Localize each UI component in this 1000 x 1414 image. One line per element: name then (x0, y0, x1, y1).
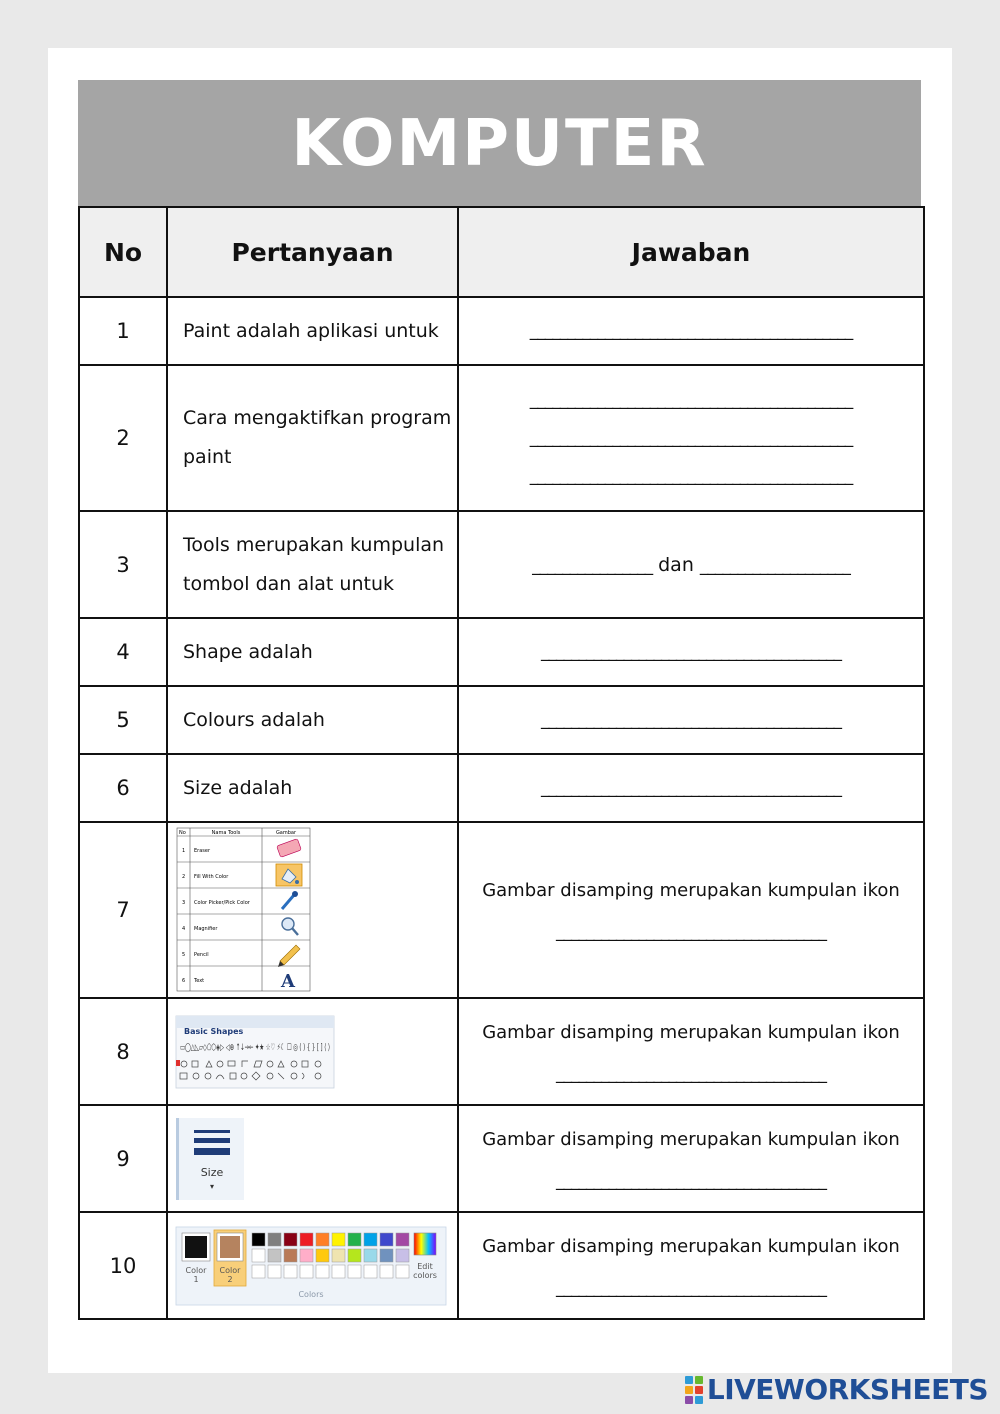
shapes-glyphs: ▭◯△◺▱◇⬠⬡◈▷ ◁⊕ ↑↓→← ✦★ ☆♡ ⚡☾ ☐ ◎ ( ) { } [ ] ⟨ ⟩ (180, 1042, 438, 1053)
question-text: Shape adalah (167, 618, 458, 686)
title-banner (78, 80, 921, 207)
color1-swatch (185, 1236, 207, 1258)
answer-blank[interactable]: ____________________________________ (556, 922, 826, 942)
answer-cell (458, 297, 924, 365)
color2-label: Color 2 (219, 1265, 241, 1284)
palette-swatch (284, 1265, 297, 1278)
question-image-cell (167, 822, 458, 998)
palette-swatch (252, 1265, 265, 1278)
answer-blank[interactable]: ___________________________________________ (529, 321, 853, 341)
row-number: 4 (79, 618, 167, 686)
logo-text: LIVEWORKSHEETS (706, 1373, 988, 1406)
answer-blank[interactable]: ________________________________________ (541, 778, 841, 798)
answer-cell (458, 365, 924, 511)
row-number: 9 (79, 1105, 167, 1212)
row-number: 6 (79, 754, 167, 822)
question-text: Size adalah (167, 754, 458, 822)
tools-row-no: 1 (182, 848, 186, 854)
question-image-cell (167, 998, 458, 1105)
size-button-image (176, 1118, 244, 1200)
palette-swatch (252, 1249, 265, 1262)
palette-swatch (284, 1249, 297, 1262)
size-label: Size (200, 1165, 224, 1179)
answer-blank[interactable]: ___________________________________________ (529, 466, 853, 486)
palette-swatch (332, 1249, 345, 1262)
palette-swatch (300, 1265, 313, 1278)
color1-label: Color 1 (185, 1265, 207, 1284)
header-no: No (79, 207, 167, 297)
tools-row-no: 6 (182, 978, 186, 984)
basic-shapes-image (176, 1016, 438, 1088)
row-number: 5 (79, 686, 167, 754)
answer-blank[interactable]: ___________________________________________ (529, 428, 853, 448)
table-row (79, 618, 924, 686)
answer-cell (458, 754, 924, 822)
edit-colors-label: Edit colors (413, 1261, 437, 1280)
tools-row-name: Fill With Color (194, 874, 229, 880)
answer-blank[interactable]: ____________________________________ (556, 1277, 826, 1298)
palette-swatch (380, 1265, 393, 1278)
palette-swatch (348, 1249, 361, 1262)
palette-swatch (300, 1249, 313, 1262)
liveworksheets-logo (685, 1373, 988, 1406)
fill-bucket-icon (276, 864, 302, 886)
table-row (79, 754, 924, 822)
connector-text: dan (658, 553, 694, 576)
edit-colors-icon (414, 1233, 436, 1255)
question-text: Cara mengaktifkan program paint (167, 365, 458, 511)
table-row (79, 365, 924, 511)
paint-tools-table-image (176, 827, 316, 993)
table-header-row (79, 207, 924, 297)
answer-blank-left[interactable]: ________________ (532, 555, 653, 576)
answer-cell (458, 998, 924, 1105)
tools-row-name: Text (194, 978, 205, 984)
tools-header-no: No (179, 830, 186, 836)
table-row (79, 998, 924, 1105)
palette-swatch (332, 1233, 345, 1246)
size-caret: ▾ (209, 1181, 215, 1191)
table-row (79, 1105, 924, 1212)
answer-blank[interactable]: ____________________________________ (556, 1063, 826, 1084)
tools-row-name: Pencil (194, 952, 209, 958)
palette-swatch (396, 1233, 409, 1246)
palette-swatch (316, 1249, 329, 1262)
palette-swatch (348, 1265, 361, 1278)
statement-text: Gambar disamping merupakan kumpulan ikon (482, 880, 900, 901)
answer-cell (458, 511, 924, 618)
palette-swatch (332, 1265, 345, 1278)
row-number: 10 (79, 1212, 167, 1319)
tools-header-name: Nama Tools (211, 830, 241, 836)
answer-blank[interactable]: ___________________________________________ (529, 390, 853, 410)
tools-row-name: Magnifier (194, 926, 218, 932)
palette-swatch (300, 1233, 313, 1246)
question-text: Tools merupakan kumpulan tombol dan alat untuk (167, 511, 458, 618)
tools-header-image: Gambar (275, 830, 297, 836)
row-number: 1 (79, 297, 167, 365)
tools-row-name: Color Picker/Pick Color (194, 900, 250, 906)
palette-swatch (380, 1233, 393, 1246)
question-text: Paint adalah aplikasi untuk (167, 297, 458, 365)
logo-mark-icon (685, 1376, 703, 1404)
question-image-cell (167, 1212, 458, 1319)
tools-row-no: 4 (182, 926, 186, 932)
answer-cell (458, 1105, 924, 1212)
colors-panel-image (176, 1227, 446, 1305)
palette-swatch (380, 1249, 393, 1262)
row-number: 7 (79, 822, 167, 998)
palette-swatch (284, 1233, 297, 1246)
tools-row-name: Eraser (194, 848, 211, 854)
answer-cell (458, 618, 924, 686)
table-row (79, 1212, 924, 1319)
tools-row-no: 3 (182, 900, 186, 906)
text-icon: A (281, 971, 295, 992)
table-row (79, 686, 924, 754)
answer-cell (458, 686, 924, 754)
question-text: Colours adalah (167, 686, 458, 754)
answer-blank[interactable]: ____________________________________ (556, 1170, 826, 1191)
answer-cell (458, 1212, 924, 1319)
palette-swatch (364, 1249, 377, 1262)
answer-cell (458, 822, 924, 998)
palette-swatch (396, 1249, 409, 1262)
answer-blank-right[interactable]: ____________________ (699, 555, 850, 576)
shapes-title: Basic Shapes (184, 1026, 244, 1036)
statement-text: Gambar disamping merupakan kumpulan ikon (482, 1235, 900, 1257)
answer-blank[interactable]: ________________________________________ (541, 710, 841, 730)
row-number: 8 (79, 998, 167, 1105)
palette-swatch (268, 1233, 281, 1246)
table-row (79, 511, 924, 618)
tools-row-no: 5 (182, 952, 186, 958)
table-row (79, 297, 924, 365)
header-question: Pertanyaan (167, 207, 458, 297)
statement-text: Gambar disamping merupakan kumpulan ikon (482, 1128, 900, 1150)
page-title: KOMPUTER (291, 106, 708, 181)
palette-swatch (348, 1233, 361, 1246)
answer-blank[interactable]: ________________________________________ (541, 642, 841, 662)
row-number: 3 (79, 511, 167, 618)
color2-swatch (220, 1236, 240, 1258)
palette-swatch (268, 1249, 281, 1262)
row-number: 2 (79, 365, 167, 511)
palette-swatch (316, 1265, 329, 1278)
header-answer: Jawaban (458, 207, 924, 297)
palette-swatch (396, 1265, 409, 1278)
palette-swatch (364, 1265, 377, 1278)
table-row (79, 822, 924, 998)
colors-group-label: Colors (298, 1289, 324, 1299)
question-table (78, 206, 925, 1320)
statement-text: Gambar disamping merupakan kumpulan ikon (482, 1021, 900, 1043)
palette-swatch (268, 1265, 281, 1278)
tools-row-no: 2 (182, 874, 186, 880)
palette-swatch (364, 1233, 377, 1246)
palette-swatch (316, 1233, 329, 1246)
question-image-cell (167, 1105, 458, 1212)
palette-swatch (252, 1233, 265, 1246)
